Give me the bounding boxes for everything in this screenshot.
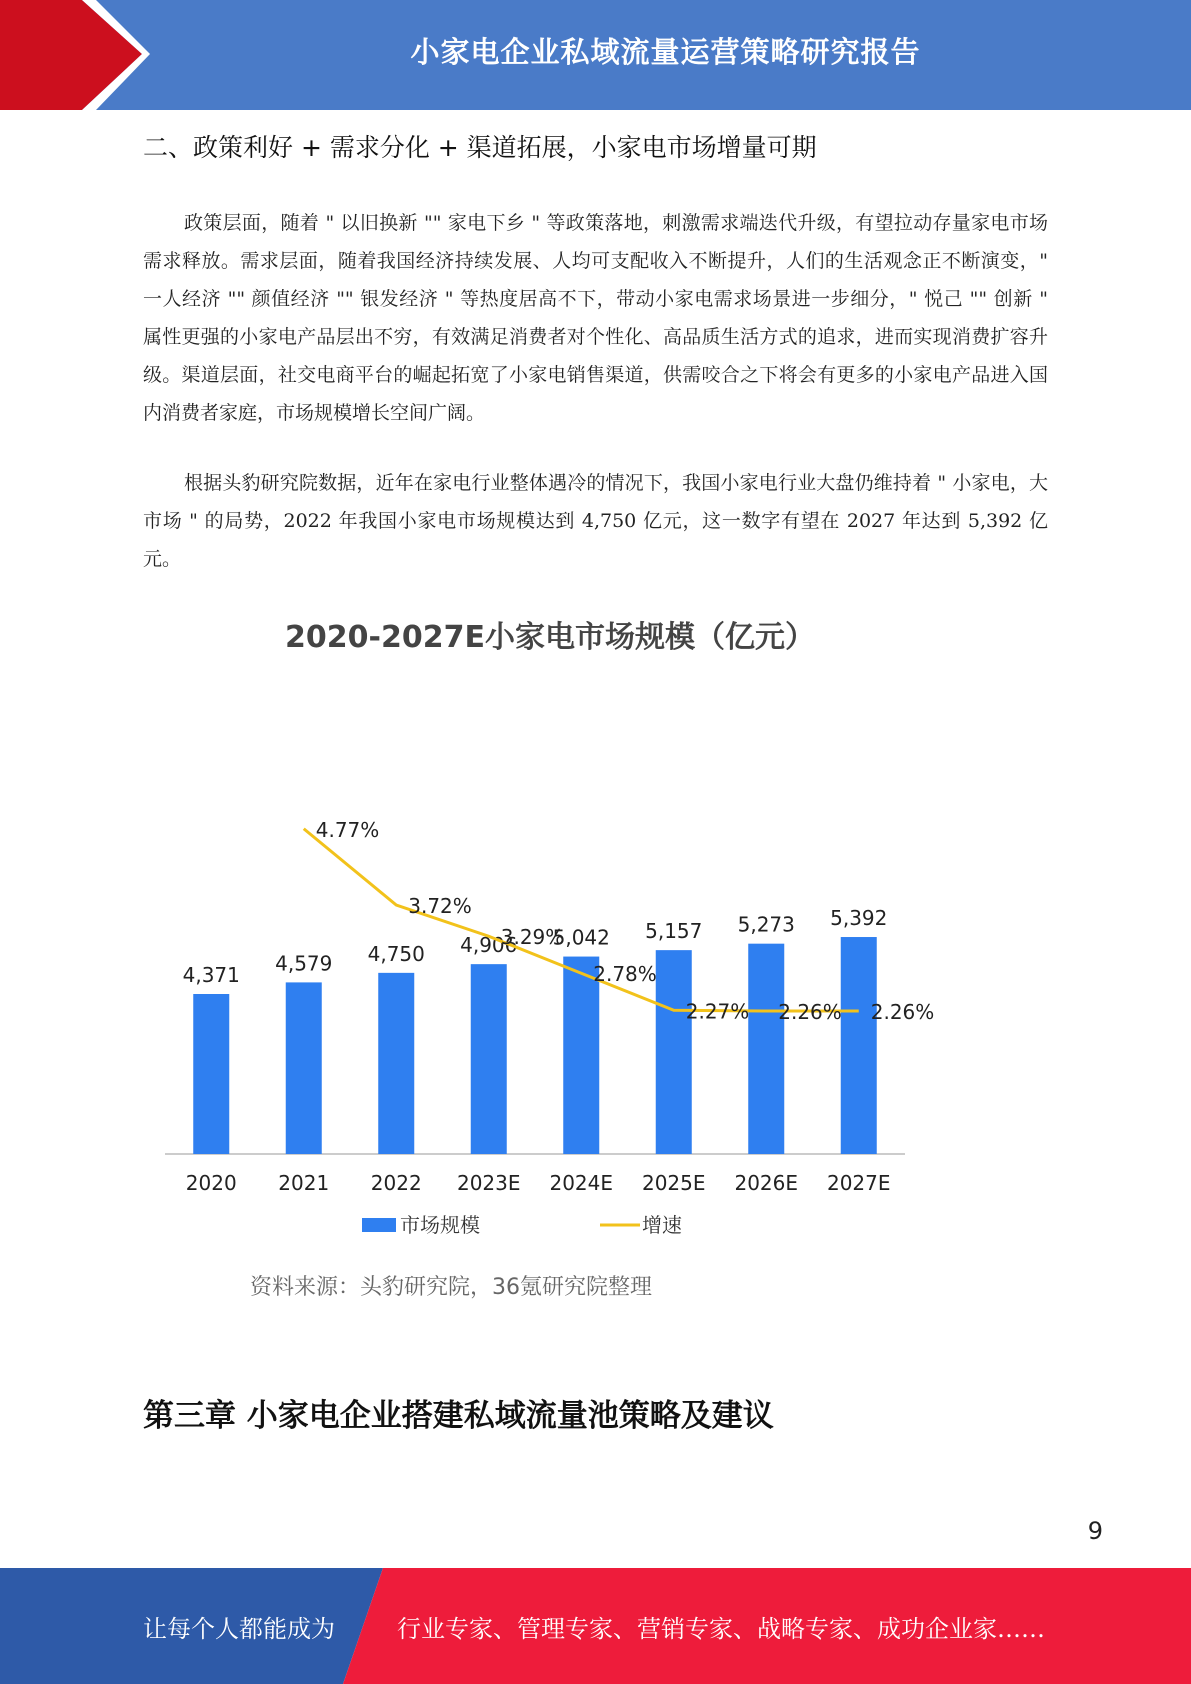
bar-2025E — [656, 950, 692, 1154]
bar-value-label: 4,579 — [275, 951, 333, 976]
bar-value-label: 4,750 — [367, 941, 425, 966]
bar-2023E — [471, 964, 507, 1154]
legend-bar-label: 市场规模 — [400, 1213, 480, 1237]
footer-slogan-left: 让每个人都能成为 — [143, 1614, 335, 1643]
growth-value-label: 2.78% — [593, 962, 657, 987]
bar-2026E — [748, 944, 784, 1154]
x-tick-label: 2025E — [641, 1171, 706, 1195]
bar-2027E — [841, 937, 877, 1154]
x-tick-label: 2022 — [370, 1171, 422, 1195]
bar-value-label: 4,906 — [460, 933, 518, 958]
paragraph-policy: 政策层面，随着 " 以旧换新 "" 家电下乡 " 等政策落地，刺激需求端迭代升级，有望拉动存量家电市场需求释放。需求层面，随着我国经济持续发展、人均可支配收入不断提升，人们的生活观念正不断演变，" 一人经济 "" 颜值经济 "" 银发经济 " 等热度居高不下，带动小家电需求场景进一步细分，" 悦己 "" 创新 " 属性更强的小家电产品层出不穷，有效满足消费者对个性化、高品质生活方式的追求，进而实现消费扩容升级。渠道层面，社交电商平台的崛起拓宽了小家电销售渠道，供需咬合之下将会有更多的小家电产品进入国内消费者家庭，市场规模增长空间广阔。 — [143, 212, 1048, 424]
x-tick-label: 2021 — [278, 1171, 330, 1195]
footer-slogan-right: 行业专家、管理专家、营销专家、战略专家、成功企业家…… — [397, 1614, 1045, 1643]
page-number: 9 — [1087, 1517, 1103, 1545]
chart-source: 资料来源：头豹研究院，36氪研究院整理 — [250, 1275, 652, 1300]
bar-value-label: 4,371 — [182, 963, 240, 987]
x-tick-label: 2024E — [549, 1171, 614, 1195]
growth-value-label: 4.77% — [315, 817, 380, 842]
legend-bar-swatch — [362, 1218, 396, 1232]
x-tick-label: 2023E — [456, 1171, 521, 1195]
chart-plot — [150, 640, 950, 1280]
bar-2021 — [286, 982, 322, 1154]
growth-value-label: 2.26% — [870, 1000, 935, 1024]
chapter-heading: 第三章 小家电企业搭建私域流量池策略及建议 — [143, 1398, 774, 1434]
section-heading: 二、政策利好 + 需求分化 + 渠道拓展，小家电市场增量可期 — [143, 133, 817, 162]
page-header — [0, 0, 1191, 110]
growth-value-label: 3.29% — [500, 925, 565, 950]
page-footer — [0, 1568, 1191, 1684]
growth-value-label: 2.26% — [778, 1000, 842, 1024]
bar-value-label: 5,042 — [552, 925, 610, 950]
report-title: 小家电企业私域流量运营策略研究报告 — [410, 34, 921, 69]
x-tick-label: 2027E — [826, 1171, 891, 1195]
x-tick-label: 2020 — [185, 1171, 237, 1195]
bar-2022 — [378, 973, 414, 1154]
paragraph-market-size: 根据头豹研究院数据，近年在家电行业整体遇冷的情况下，我国小家电行业大盘仍维持着 " 小家电，大市场 " 的局势，2022 年我国小家电市场规模达到 4,750 亿元，这一数字有望在 2027 年达到 5,392 亿元。 — [143, 472, 1048, 570]
growth-value-label: 2.27% — [685, 999, 750, 1024]
x-tick-label: 2026E — [734, 1171, 799, 1195]
header-arrow-decoration — [0, 0, 160, 110]
legend-line-label: 增速 — [642, 1213, 682, 1237]
bar-2020 — [193, 994, 229, 1154]
growth-value-label: 3.72% — [408, 894, 472, 919]
bar-value-label: 5,392 — [830, 906, 888, 931]
bar-value-label: 5,273 — [737, 912, 795, 937]
chart-title: 2020-2027E小家电市场规模（亿元） — [285, 620, 815, 655]
bar-value-label: 5,157 — [645, 919, 703, 944]
market-size-chart — [150, 600, 950, 1320]
